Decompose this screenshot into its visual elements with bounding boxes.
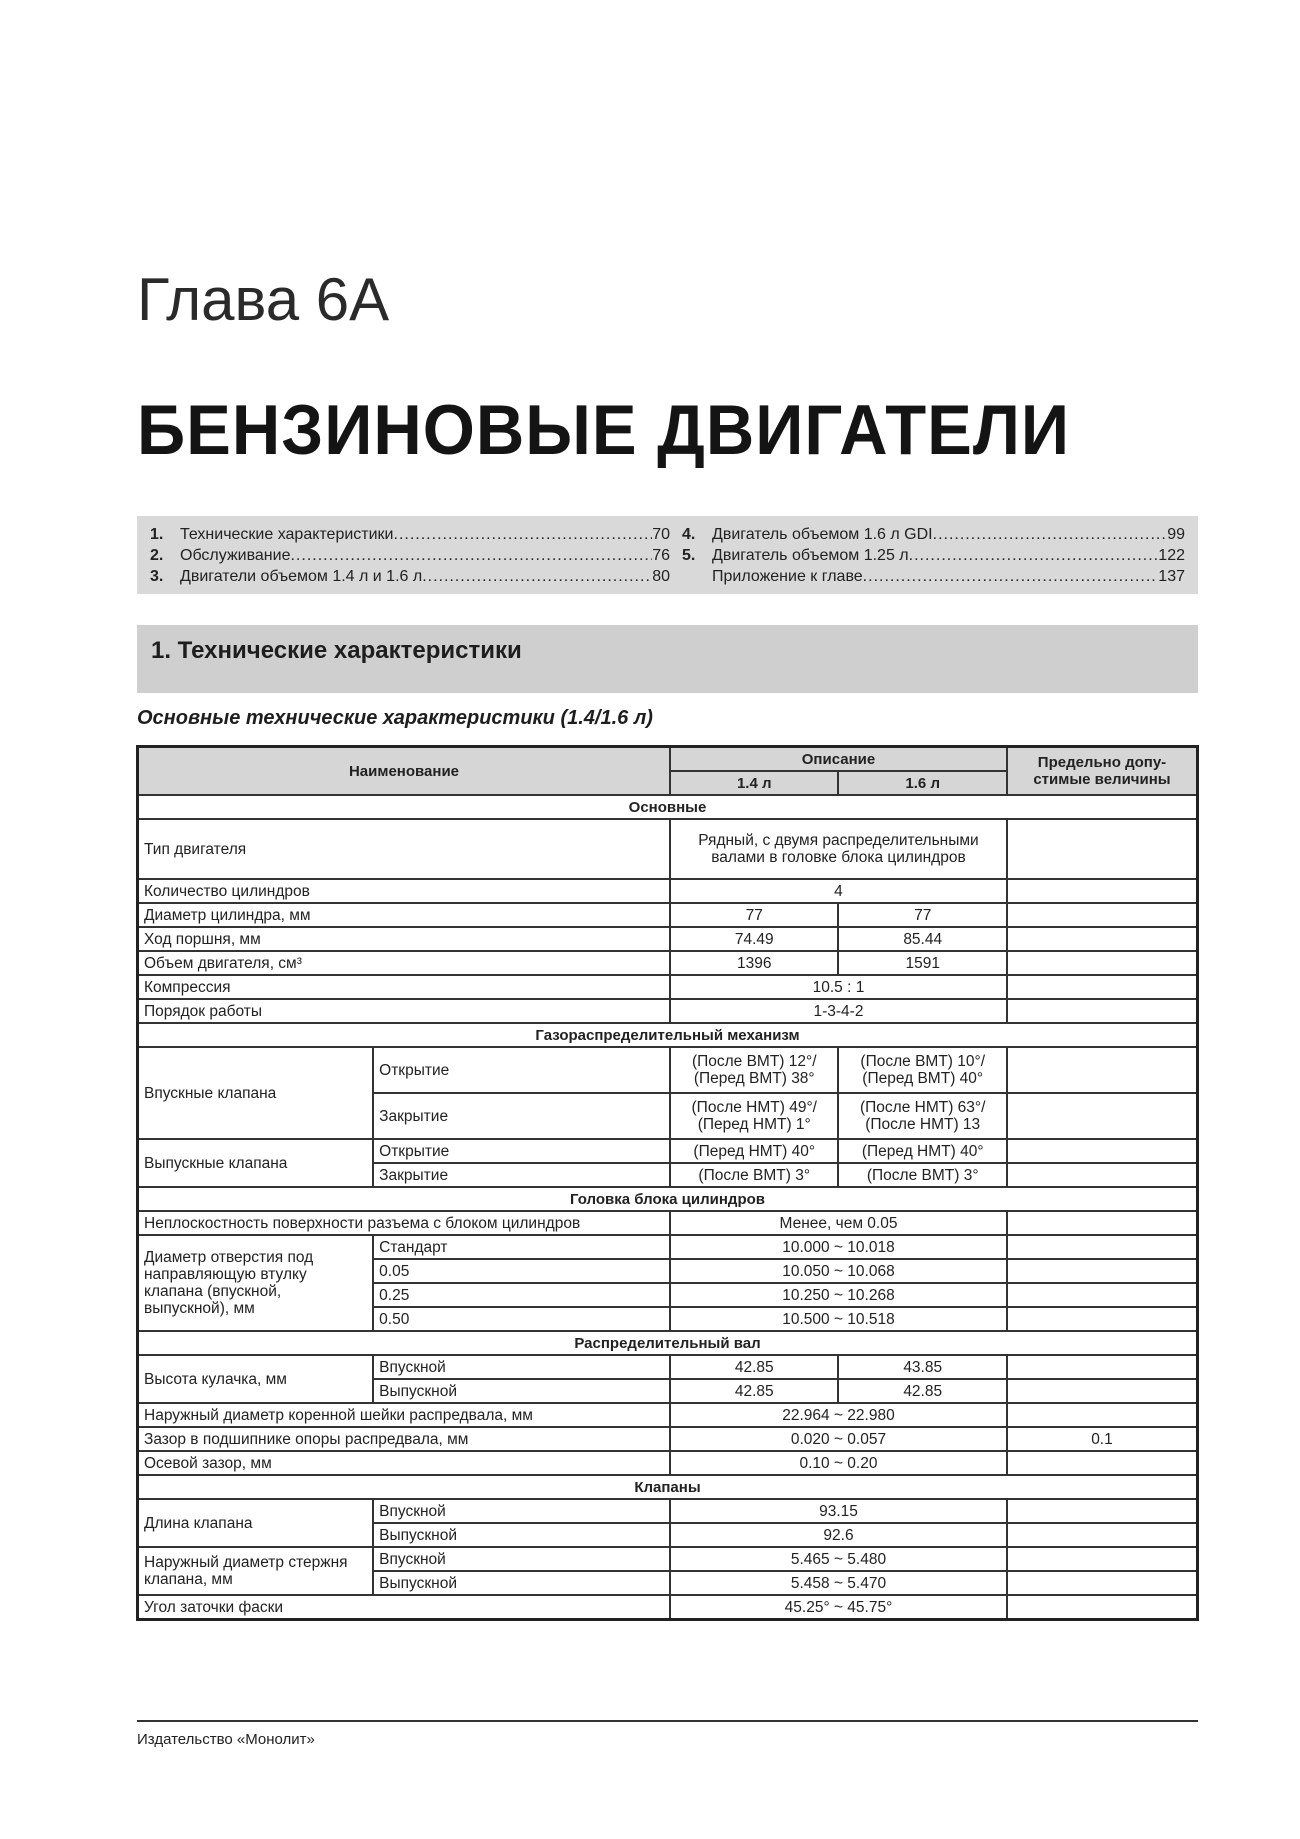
row-limit (1007, 903, 1198, 927)
toc-right-column (682, 524, 1185, 587)
toc-item-page: 99 (1167, 526, 1185, 543)
row-value: 92.6 (670, 1523, 1007, 1547)
row-sublabel: Открытие (373, 1139, 670, 1163)
row-limit (1007, 975, 1198, 999)
row-value-1-6: 85.44 (838, 927, 1006, 951)
row-value-1-6: (После ВМТ) 10°/ (Перед ВМТ) 40° (838, 1047, 1006, 1093)
group-row (138, 1187, 1198, 1211)
row-value: 1-3-4-2 (670, 999, 1007, 1023)
toc-leader (909, 545, 1159, 566)
group-title-basic: Основные (138, 795, 1198, 819)
table-row (138, 975, 1198, 999)
row-value-1-4: (Перед НМТ) 40° (670, 1139, 838, 1163)
group-row (138, 1023, 1198, 1047)
toc-item-page: 137 (1158, 568, 1185, 585)
toc-item[interactable] (150, 566, 670, 587)
row-value: 10.000 ~ 10.018 (670, 1235, 1007, 1259)
toc-item-number: 3. (150, 568, 164, 585)
row-limit (1007, 1163, 1198, 1187)
row-label: Длина клапана (138, 1499, 374, 1547)
row-sublabel: Стандарт (373, 1235, 670, 1259)
table-row (138, 951, 1198, 975)
row-value-1-4: (После ВМТ) 3° (670, 1163, 838, 1187)
footer-divider (137, 1720, 1198, 1722)
table-row (138, 1211, 1198, 1235)
row-limit (1007, 1499, 1198, 1523)
footer-publisher: Издательство «Монолит» (137, 1731, 315, 1748)
toc-item-number: 4. (682, 526, 696, 543)
row-limit (1007, 1047, 1198, 1093)
row-value-1-4: (После ВМТ) 12°/ (Перед ВМТ) 38° (670, 1047, 838, 1093)
row-value: Менее, чем 0.05 (670, 1211, 1007, 1235)
group-title-valves: Клапаны (138, 1475, 1198, 1499)
row-label: Угол заточки фаски (138, 1595, 671, 1620)
row-sublabel: Выпускной (373, 1523, 670, 1547)
row-limit: 0.1 (1007, 1427, 1198, 1451)
row-value: 10.250 ~ 10.268 (670, 1283, 1007, 1307)
table-row (138, 1047, 1198, 1093)
row-value: 10.500 ~ 10.518 (670, 1307, 1007, 1331)
toc-item[interactable] (682, 524, 1185, 545)
row-label: Осевой зазор, мм (138, 1451, 671, 1475)
row-label: Порядок работы (138, 999, 671, 1023)
row-value: 5.458 ~ 5.470 (670, 1571, 1007, 1595)
row-value-1-6: (Перед НМТ) 40° (838, 1139, 1006, 1163)
row-sublabel: Выпускной (373, 1571, 670, 1595)
toc-leader (863, 566, 1159, 587)
row-sublabel: 0.05 (373, 1259, 670, 1283)
header-limits: Предельно допу-стимые величины (1007, 747, 1198, 796)
row-limit (1007, 819, 1198, 879)
row-value: 10.5 : 1 (670, 975, 1007, 999)
row-limit (1007, 1379, 1198, 1403)
row-value-1-4: 42.85 (670, 1379, 838, 1403)
row-value-1-6: 1591 (838, 951, 1006, 975)
table-row (138, 999, 1198, 1023)
toc-item-page: 122 (1158, 547, 1185, 564)
table-row (138, 903, 1198, 927)
spec-table (136, 745, 1199, 1621)
group-title-head: Головка блока цилиндров (138, 1187, 1198, 1211)
header-col-1-6: 1.6 л (838, 771, 1006, 795)
row-limit (1007, 927, 1198, 951)
row-value-1-6: 77 (838, 903, 1006, 927)
row-label: Впускные клапана (138, 1047, 374, 1139)
row-value: Рядный, с двумя распределительными валами в головке блока цилиндров (670, 819, 1007, 879)
group-row (138, 1331, 1198, 1355)
row-sublabel: 0.50 (373, 1307, 670, 1331)
header-name: Наименование (138, 747, 671, 796)
row-label: Тип двигателя (138, 819, 671, 879)
row-limit (1007, 1307, 1198, 1331)
row-value: 0.020 ~ 0.057 (670, 1427, 1007, 1451)
row-limit (1007, 1355, 1198, 1379)
group-row (138, 1475, 1198, 1499)
row-value: 10.050 ~ 10.068 (670, 1259, 1007, 1283)
row-limit (1007, 1211, 1198, 1235)
row-value: 4 (670, 879, 1007, 903)
row-value: 93.15 (670, 1499, 1007, 1523)
table-row (138, 1451, 1198, 1475)
row-limit (1007, 1139, 1198, 1163)
row-label: Высота кулачка, мм (138, 1355, 374, 1403)
header-description: Описание (670, 747, 1007, 772)
toc-left-column (150, 524, 670, 587)
toc-leader (394, 524, 653, 545)
table-row (138, 1595, 1198, 1620)
toc-item[interactable] (682, 566, 1185, 587)
row-label: Ход поршня, мм (138, 927, 671, 951)
row-limit (1007, 1403, 1198, 1427)
row-label: Объем двигателя, см³ (138, 951, 671, 975)
row-limit (1007, 1571, 1198, 1595)
row-value-1-4: 42.85 (670, 1355, 838, 1379)
row-label: Зазор в подшипнике опоры распредвала, мм (138, 1427, 671, 1451)
row-label: Наружный диаметр стержня клапана, мм (138, 1547, 374, 1595)
row-value-1-6: (После ВМТ) 3° (838, 1163, 1006, 1187)
row-limit (1007, 1093, 1198, 1139)
toc-leader (933, 524, 1168, 545)
toc-item[interactable] (150, 545, 670, 566)
toc-leader (290, 545, 652, 566)
row-limit (1007, 999, 1198, 1023)
row-value-1-4: (После НМТ) 49°/ (Перед НМТ) 1° (670, 1093, 838, 1139)
row-label: Диаметр цилиндра, мм (138, 903, 671, 927)
row-limit (1007, 1235, 1198, 1259)
table-row (138, 1235, 1198, 1259)
row-limit (1007, 1451, 1198, 1475)
group-row (138, 795, 1198, 819)
chapter-title: БЕНЗИНОВЫЕ ДВИГАТЕЛИ (137, 390, 1071, 470)
table-row (138, 819, 1198, 879)
row-value: 0.10 ~ 0.20 (670, 1451, 1007, 1475)
row-value: 45.25° ~ 45.75° (670, 1595, 1007, 1620)
row-label: Диаметр отверстия под направляющую втулку клапана (впускной, выпускной), мм (138, 1235, 374, 1331)
toc-item-number: 5. (682, 547, 696, 564)
toc-item-title: Приложение к главе (712, 568, 863, 585)
table-row (138, 1403, 1198, 1427)
chapter-label: Глава 6А (137, 266, 390, 333)
row-limit (1007, 1283, 1198, 1307)
row-sublabel: Открытие (373, 1047, 670, 1093)
table-of-contents (137, 516, 1198, 594)
row-value-1-6: 42.85 (838, 1379, 1006, 1403)
row-sublabel: Впускной (373, 1499, 670, 1523)
row-label: Компрессия (138, 975, 671, 999)
row-sublabel: Выпускной (373, 1379, 670, 1403)
row-value-1-6: (После НМТ) 63°/ (После НМТ) 13 (838, 1093, 1006, 1139)
toc-leader (422, 566, 652, 587)
row-limit (1007, 951, 1198, 975)
row-limit (1007, 1523, 1198, 1547)
toc-item-title: Технические характеристики (180, 526, 394, 543)
toc-item-page: 76 (652, 547, 670, 564)
row-value-1-6: 43.85 (838, 1355, 1006, 1379)
toc-item-title: Двигатель объемом 1.6 л GDI (712, 526, 933, 543)
toc-item[interactable] (682, 545, 1185, 566)
group-title-camshaft: Распределительный вал (138, 1331, 1198, 1355)
row-sublabel: Впускной (373, 1547, 670, 1571)
toc-item-page: 80 (652, 568, 670, 585)
row-sublabel: Впускной (373, 1355, 670, 1379)
row-label: Наружный диаметр коренной шейки распредвала, мм (138, 1403, 671, 1427)
table-row (138, 1139, 1198, 1163)
row-label: Выпускные клапана (138, 1139, 374, 1187)
row-limit (1007, 1259, 1198, 1283)
table-row (138, 927, 1198, 951)
row-sublabel: Закрытие (373, 1093, 670, 1139)
row-value-1-4: 77 (670, 903, 838, 927)
toc-item-page: 70 (652, 526, 670, 543)
toc-item-title: Двигатель объемом 1.25 л (712, 547, 909, 564)
section-title: 1. Технические характеристики (151, 637, 522, 664)
group-title-timing: Газораспределительный механизм (138, 1023, 1198, 1047)
row-label: Количество цилиндров (138, 879, 671, 903)
table-row (138, 1499, 1198, 1523)
table-row (138, 1427, 1198, 1451)
table-header-row (138, 747, 1198, 772)
section-header (137, 625, 1198, 693)
table-row (138, 879, 1198, 903)
row-limit (1007, 1547, 1198, 1571)
row-sublabel: 0.25 (373, 1283, 670, 1307)
toc-item[interactable] (150, 524, 670, 545)
table-row (138, 1355, 1198, 1379)
table-row (138, 1547, 1198, 1571)
toc-item-number: 1. (150, 526, 164, 543)
row-value-1-4: 74.49 (670, 927, 838, 951)
row-limit (1007, 879, 1198, 903)
toc-item-number: 2. (150, 547, 164, 564)
row-value-1-4: 1396 (670, 951, 838, 975)
table-caption: Основные технические характеристики (1.4/1.6 л) (137, 707, 653, 729)
row-value: 22.964 ~ 22.980 (670, 1403, 1007, 1427)
row-sublabel: Закрытие (373, 1163, 670, 1187)
row-limit (1007, 1595, 1198, 1620)
row-value: 5.465 ~ 5.480 (670, 1547, 1007, 1571)
toc-item-title: Двигатели объемом 1.4 л и 1.6 л (180, 568, 423, 585)
toc-item-title: Обслуживание (180, 547, 291, 564)
header-col-1-4: 1.4 л (670, 771, 838, 795)
row-label: Неплоскостность поверхности разъема с блоком цилиндров (138, 1211, 671, 1235)
